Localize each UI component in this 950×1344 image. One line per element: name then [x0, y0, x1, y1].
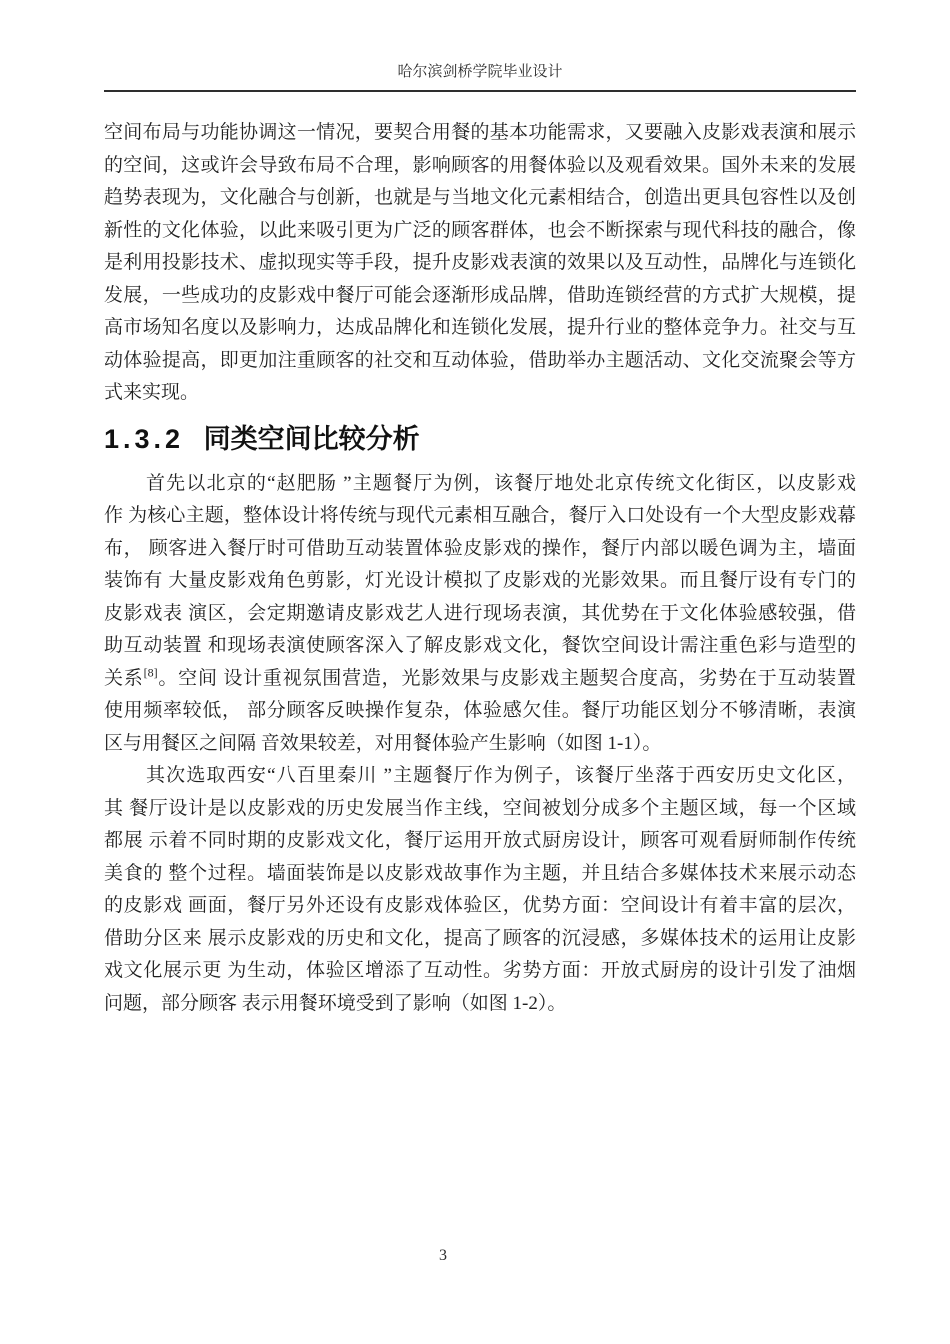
text-line: 发展，一些成功的皮影戏中餐厅可能会逐渐形成品牌，借助连锁经营的方式扩大规模，提: [104, 284, 856, 306]
text-line: 动体验提高，即更加注重顾客的社交和互动体验，借助举办主题活动、文化交流聚会等方: [104, 349, 856, 371]
text-line: 趋势表现为，文化融合与创新，也就是与当地文化元素相结合，创造出更具包容性以及创: [104, 187, 856, 208]
text-line: 其 餐厅设计是以皮影戏的历史发展当作主线，空间被划分成多个主题区域，每一个区域: [104, 797, 856, 819]
section-heading-number: 1.3.2: [104, 423, 185, 454]
page-footer: [104, 1247, 782, 1265]
text-line: 装饰有 大量皮影戏角色剪影，灯光设计模拟了皮影戏的光影效果。而且餐厅设有专门的: [104, 570, 856, 591]
header-divider: [104, 90, 856, 92]
paragraph: [104, 760, 856, 1020]
text-line-with-footnote: [104, 663, 856, 696]
footnote-reference: [8]: [143, 665, 158, 680]
text-line: 的皮影戏 画面，餐厅另外还设有皮影戏体验区，优势方面：空间设计有着丰富的层次，: [104, 895, 856, 916]
paragraph: [104, 117, 856, 410]
text-line: 其次选取西安“八百里秦川 ”主题餐厅作为例子，该餐厅坐落于西安历史文化区，: [146, 765, 856, 786]
text-line: 使用频率较低， 部分顾客反映操作复杂，体验感欠佳。餐厅功能区划分不够清晰，表演: [104, 700, 856, 721]
section-heading: [104, 410, 856, 468]
text-line: 都展 示着不同时期的皮影戏文化，餐厅运用开放式厨房设计，顾客可观看厨师制作传统: [104, 830, 856, 851]
text-segment: 。空间 设计重视氛围营造，光影效果与皮影戏主题契合度高，劣势在于互动装置: [157, 667, 856, 689]
text-line: 美食的 整个过程。墙面装饰是以皮影戏故事作为主题，并且结合多媒体技术来展示动态: [104, 862, 856, 884]
text-line: 新性的文化体验，以此来吸引更为广泛的顾客群体，也会不断探索与现代科技的融合，像: [104, 219, 856, 241]
page-header-title: 哈尔滨剑桥学院毕业设计: [397, 64, 563, 80]
text-line: 助互动装置 和现场表演使顾客深入了解皮影戏文化，餐饮空间设计需注重色彩与造型的: [104, 635, 856, 656]
text-line: 问题，部分顾客 表示用餐环境受到了影响（如图 1-2）。: [104, 992, 567, 1014]
text-line: 高市场知名度以及影响力，达成品牌化和连锁化发展，提升行业的整体竞争力。社交与互: [104, 317, 856, 338]
document-body: [104, 117, 856, 1020]
text-line: 的空间，这或许会导致布局不合理，影响顾客的用餐体验以及观看效果。国外未来的发展: [104, 154, 856, 176]
text-line: 式来实现。: [104, 382, 200, 403]
text-line: 作 为核心主题，整体设计将传统与现代元素相互融合，餐厅入口处设有一个大型皮影戏幕: [104, 505, 856, 526]
text-line: 皮影戏表 演区，会定期邀请皮影戏艺人进行现场表演，其优势在于文化体验感较强，借: [104, 602, 856, 624]
text-line: 是利用投影技术、虚拟现实等手段，提升皮影戏表演的效果以及互动性，品牌化与连锁化: [104, 252, 856, 273]
text-line: 戏文化展示更 为生动，体验区增添了互动性。劣势方面：开放式厨房的设计引发了油烟: [104, 960, 856, 981]
text-line: 首先以北京的“赵肥肠 ”主题餐厅为例，该餐厅地处北京传统文化街区，以皮影戏: [146, 472, 856, 494]
text-segment: 关系: [104, 667, 144, 689]
page-number: 3: [439, 1247, 447, 1264]
text-line: 布， 顾客进入餐厅时可借助互动装置体验皮影戏的操作，餐厅内部以暖色调为主，墙面: [104, 537, 856, 559]
section-heading-title: 同类空间比较分析: [203, 423, 420, 454]
text-line: 区与用餐区之间隔 音效果较差，对用餐体验产生影响（如图 1-1）。: [104, 732, 662, 754]
text-line: 借助分区来 展示皮影戏的历史和文化，提高了顾客的沉浸感，多媒体技术的运用让皮影: [104, 927, 856, 949]
paragraph: [104, 468, 856, 761]
text-line: 空间布局与功能协调这一情况，要契合用餐的基本功能需求，又要融入皮影戏表演和展示: [104, 122, 856, 143]
